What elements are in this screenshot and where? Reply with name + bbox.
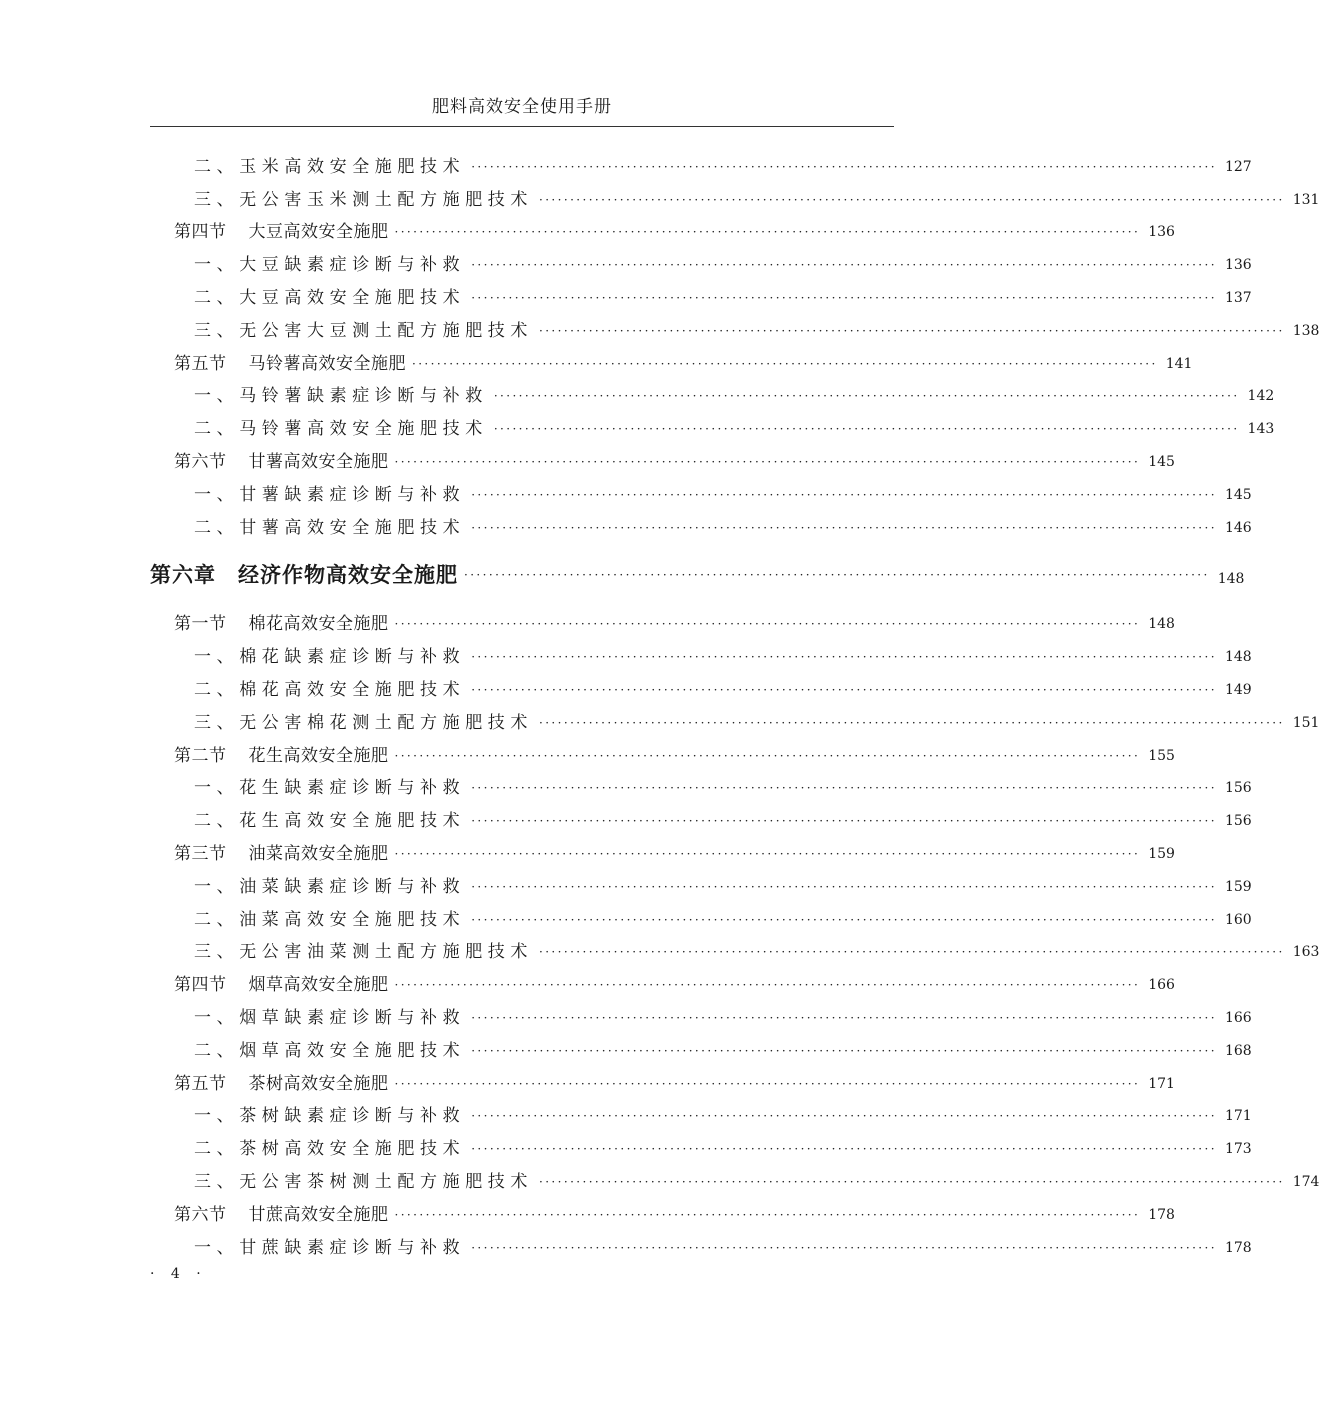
toc-page-number: 148 <box>1148 616 1175 633</box>
section-title: 棉花高效安全施肥 <box>248 614 389 635</box>
toc-item-label: 三、无公害棉花测土配方施肥技术 <box>194 712 533 733</box>
dot-leader: ························································································································ <box>493 422 1240 437</box>
toc-page-number: 178 <box>1224 1239 1252 1256</box>
section-number: 第五节 <box>174 1073 227 1094</box>
toc-item-entry[interactable] <box>150 997 1252 1030</box>
dot-leader: ························································································································ <box>394 454 1141 469</box>
toc-item-entry[interactable] <box>150 244 1252 277</box>
toc-page-number: 138 <box>1292 322 1319 339</box>
toc-item-entry[interactable] <box>150 669 1252 702</box>
toc-item-entry[interactable] <box>150 1096 1252 1129</box>
toc-section-label <box>150 1203 389 1227</box>
dot-leader: ························································································································ <box>394 748 1141 763</box>
toc-item-label: 一、棉花缺素症诊断与补救 <box>194 647 466 668</box>
dot-leader: ························································································································ <box>539 1174 1285 1189</box>
toc-item-label: 一、马铃薯缺素症诊断与补救 <box>194 386 488 407</box>
section-title: 油菜高效安全施肥 <box>248 843 389 864</box>
dot-leader: ························································································································ <box>464 567 1210 582</box>
toc-page-number: 166 <box>1148 977 1175 994</box>
toc-chapter-label <box>150 563 458 587</box>
section-number: 第一节 <box>174 614 227 635</box>
toc-section-entry[interactable] <box>150 343 1193 376</box>
toc-page-number: 148 <box>1224 649 1252 666</box>
toc-item-entry[interactable] <box>150 866 1252 899</box>
toc-section-label <box>150 220 389 244</box>
toc-item-entry[interactable] <box>150 899 1252 932</box>
dot-leader: ························································································································ <box>394 846 1141 861</box>
toc-page-number: 166 <box>1224 1009 1252 1026</box>
toc-section-entry[interactable] <box>150 212 1175 245</box>
toc-item-entry[interactable] <box>150 1030 1252 1063</box>
toc-item-label: 一、甘薯缺素症诊断与补救 <box>194 484 466 505</box>
chapter-title: 经济作物高效安全施肥 <box>238 562 458 587</box>
toc-page-number: 137 <box>1224 289 1252 306</box>
running-header <box>150 92 894 127</box>
dot-leader: ························································································································ <box>471 1109 1217 1124</box>
section-number: 第四节 <box>174 975 227 996</box>
toc-item-entry[interactable] <box>150 1227 1252 1260</box>
dot-leader: ························································································································ <box>539 715 1285 730</box>
toc-section-label <box>150 744 389 768</box>
toc-item-entry[interactable] <box>150 376 1275 409</box>
toc-page-number: 145 <box>1224 486 1252 503</box>
toc-page-number: 151 <box>1292 714 1319 731</box>
section-number: 第六节 <box>174 451 227 472</box>
section-number: 第三节 <box>174 843 227 864</box>
toc-page-number: 178 <box>1148 1206 1175 1223</box>
dot-leader: ························································································································ <box>471 258 1217 273</box>
toc-item-entry[interactable] <box>150 932 1319 965</box>
section-title: 甘薯高效安全施肥 <box>248 451 389 472</box>
toc-item-entry[interactable] <box>150 310 1319 343</box>
toc-page-number: 146 <box>1224 519 1252 536</box>
toc-item-entry[interactable] <box>150 800 1252 833</box>
toc-section-label <box>150 352 406 376</box>
toc-item-label: 三、无公害玉米测土配方施肥技术 <box>194 189 533 210</box>
toc-page-number: 155 <box>1148 747 1175 764</box>
toc-item-entry[interactable] <box>150 507 1252 540</box>
toc-page-number: 141 <box>1165 355 1193 372</box>
dot-leader: ························································································································ <box>394 1076 1141 1091</box>
toc-item-entry[interactable] <box>150 768 1252 801</box>
toc-item-label: 一、甘蔗缺素症诊断与补救 <box>194 1237 466 1258</box>
toc-section-label <box>150 450 389 474</box>
dot-leader: ························································································································ <box>471 1043 1217 1058</box>
toc-item-label: 三、无公害大豆测土配方施肥技术 <box>194 320 533 341</box>
toc-section-entry[interactable] <box>150 735 1175 768</box>
toc-section-label <box>150 842 389 866</box>
toc-page-number: 159 <box>1224 878 1252 895</box>
dot-leader: ························································································································ <box>471 1142 1217 1157</box>
dot-leader: ························································································································ <box>539 192 1285 207</box>
toc-page-number: 148 <box>1217 570 1245 587</box>
toc-section-entry[interactable] <box>150 1063 1175 1096</box>
dot-leader: ························································································································ <box>493 389 1240 404</box>
dot-leader: ························································································································ <box>471 912 1217 927</box>
toc-item-label: 二、甘薯高效安全施肥技术 <box>194 517 466 538</box>
toc-page-number: 145 <box>1148 453 1175 470</box>
toc-section-label <box>150 1072 389 1096</box>
toc-item-label: 二、油菜高效安全施肥技术 <box>194 909 466 930</box>
section-title: 烟草高效安全施肥 <box>248 975 389 996</box>
toc-page-number: 156 <box>1224 780 1252 797</box>
section-title: 甘蔗高效安全施肥 <box>248 1204 389 1225</box>
toc-page-number: 160 <box>1224 911 1252 928</box>
page-number: · 4 · <box>150 1266 207 1282</box>
toc-page-number: 149 <box>1224 681 1252 698</box>
dot-leader: ························································································································ <box>471 879 1217 894</box>
dot-leader: ························································································································ <box>394 617 1141 632</box>
toc-item-entry[interactable] <box>150 179 1319 212</box>
dot-leader: ························································································································ <box>539 323 1285 338</box>
toc-item-label: 二、大豆高效安全施肥技术 <box>194 287 466 308</box>
toc-item-label: 二、马铃薯高效安全施肥技术 <box>194 419 488 440</box>
toc-item-entry[interactable] <box>150 277 1252 310</box>
toc-item-entry[interactable] <box>150 702 1319 735</box>
section-title: 马铃薯高效安全施肥 <box>248 353 406 374</box>
toc-section-label <box>150 973 389 997</box>
chapter-number: 第六章 <box>150 562 216 587</box>
section-title: 大豆高效安全施肥 <box>248 222 389 243</box>
toc-item-entry[interactable] <box>150 146 1252 179</box>
section-number: 第二节 <box>174 745 227 766</box>
toc-item-label: 二、茶树高效安全施肥技术 <box>194 1139 466 1160</box>
toc-item-label: 一、大豆缺素症诊断与补救 <box>194 255 466 276</box>
toc-item-entry[interactable] <box>150 1128 1252 1161</box>
dot-leader: ························································································································ <box>471 682 1217 697</box>
toc-page-number: 142 <box>1247 388 1275 405</box>
dot-leader: ························································································································ <box>394 978 1141 993</box>
toc-page-number: 171 <box>1224 1108 1252 1125</box>
toc-page-number: 136 <box>1224 257 1252 274</box>
toc-item-entry[interactable] <box>150 636 1252 669</box>
section-number: 第四节 <box>174 222 227 243</box>
toc-item-entry[interactable] <box>150 474 1252 507</box>
dot-leader: ························································································································ <box>471 781 1217 796</box>
toc-page-number: 127 <box>1224 158 1252 175</box>
dot-leader: ························································································································ <box>471 159 1217 174</box>
table-of-contents <box>150 146 1319 1260</box>
toc-page-number: 174 <box>1292 1173 1319 1190</box>
toc-section-entry[interactable] <box>150 833 1175 866</box>
toc-page-number: 171 <box>1148 1075 1175 1092</box>
dot-leader: ························································································································ <box>394 1207 1141 1222</box>
section-number: 第六节 <box>174 1204 227 1225</box>
toc-item-label: 二、棉花高效安全施肥技术 <box>194 679 466 700</box>
dot-leader: ························································································································ <box>471 1010 1217 1025</box>
dot-leader: ························································································································ <box>471 487 1217 502</box>
toc-item-label: 二、玉米高效安全施肥技术 <box>194 156 466 177</box>
toc-item-label: 一、烟草缺素症诊断与补救 <box>194 1007 466 1028</box>
toc-item-label: 一、花生缺素症诊断与补救 <box>194 778 466 799</box>
book-title: 肥料高效安全使用手册 <box>432 97 612 117</box>
dot-leader: ························································································································ <box>412 356 1158 371</box>
toc-item-label: 三、无公害茶树测土配方施肥技术 <box>194 1171 533 1192</box>
dot-leader: ························································································································ <box>471 814 1217 829</box>
toc-chapter-entry[interactable] <box>150 550 1245 600</box>
toc-section-entry[interactable] <box>150 604 1175 637</box>
section-title: 花生高效安全施肥 <box>248 745 389 766</box>
toc-item-label: 二、花生高效安全施肥技术 <box>194 811 466 832</box>
toc-page-number: 136 <box>1148 224 1175 241</box>
section-title: 茶树高效安全施肥 <box>248 1073 389 1094</box>
toc-page-number: 168 <box>1224 1042 1252 1059</box>
toc-page-number: 143 <box>1247 421 1275 438</box>
dot-leader: ························································································································ <box>471 520 1217 535</box>
toc-item-label: 三、无公害油菜测土配方施肥技术 <box>194 942 533 963</box>
toc-section-label <box>150 612 389 636</box>
toc-page-number: 159 <box>1148 845 1175 862</box>
toc-page-number: 131 <box>1292 191 1319 208</box>
toc-section-entry[interactable] <box>150 441 1175 474</box>
toc-section-entry[interactable] <box>150 1194 1175 1227</box>
dot-leader: ························································································································ <box>471 650 1217 665</box>
section-number: 第五节 <box>174 353 227 374</box>
toc-item-label: 二、烟草高效安全施肥技术 <box>194 1040 466 1061</box>
dot-leader: ························································································································ <box>539 945 1285 960</box>
toc-item-label: 一、油菜缺素症诊断与补救 <box>194 876 466 897</box>
dot-leader: ························································································································ <box>471 290 1217 305</box>
toc-item-entry[interactable] <box>150 1161 1319 1194</box>
toc-section-entry[interactable] <box>150 964 1175 997</box>
dot-leader: ························································································································ <box>471 1240 1217 1255</box>
toc-page-number: 163 <box>1292 944 1319 961</box>
toc-item-label: 一、茶树缺素症诊断与补救 <box>194 1106 466 1127</box>
toc-page-number: 156 <box>1224 813 1252 830</box>
toc-item-entry[interactable] <box>150 408 1275 441</box>
dot-leader: ························································································································ <box>394 225 1141 240</box>
toc-page-number: 173 <box>1224 1141 1252 1158</box>
